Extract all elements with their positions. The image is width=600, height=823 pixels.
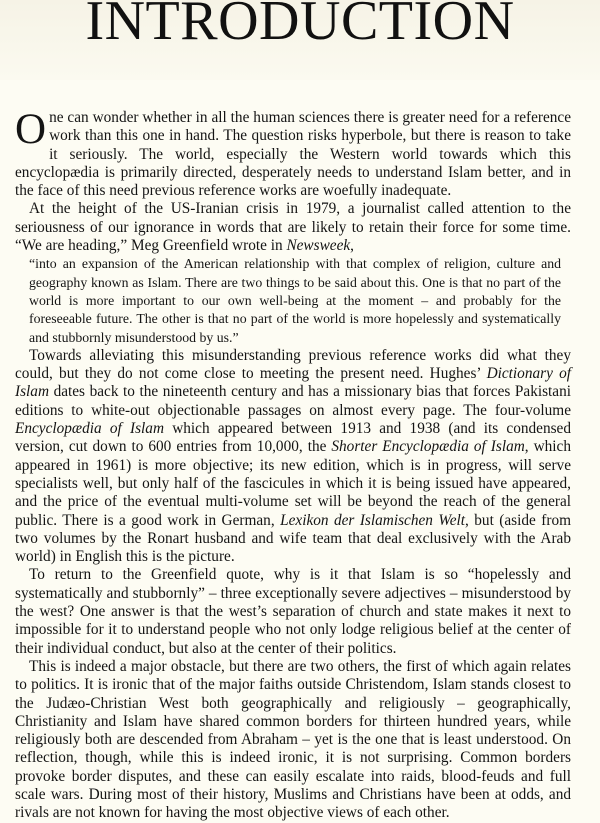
block-quote: “into an expansion of the American relationship with that complex of religion, culture and geography known as Islam. There are two things to be said about this. One is that no part of the world is more important to our own well-being at the moment – and probably for the foreseeable future. The other is that no part of the world is more hopelessly and systematically and stubbornly misunderstood by us.” — [29, 256, 561, 345]
paragraph-4: To return to the Greenfield quote, why is it that Islam is so “hopelessly and systematically and stubbornly” – three exceptionally severe adjectives – misunderstood by the west? One answer is that the west’s separation of church and state makes it next to impossible for it to understand people who not only lodge religious belief at the center of their individual conduct, but also at the center of their politics. — [15, 566, 571, 657]
paragraph-1 — [15, 106, 571, 200]
drop-cap: O — [15, 106, 47, 153]
paragraph-2-punct: , — [350, 237, 354, 255]
paragraph-3-text: , which appeared in 1961) is more objective; its new edition, which is in progress, will serve specialists well, but only half of the fascicules in which it is being issued have appeared, and the price of the eventual multi-volume set will be beyond the reach of the general public. There is a good work in German, — [15, 438, 571, 529]
paragraph-3-text: , but (aside from two volumes by the Ronart husband and wife team that deal exclusively with the Arab world) in English this is the picture. — [15, 511, 571, 566]
work-title: Encyclopædia of Islam — [15, 420, 164, 438]
paragraph-2 — [15, 200, 571, 255]
paragraph-2-text: At the height of the US-Iranian crisis in 1979, a journalist called attention to the seriousness of our ignorance in words that are likely to retain their force for some time. “We are heading,” Meg Greenfield wrote in — [15, 200, 571, 255]
page-title: INTRODUCTION — [85, 0, 515, 52]
publication-title: Newsweek — [286, 237, 351, 255]
paragraph-1-text: ne can wonder whether in all the human sciences there is greater need for a reference work than this one in hand. The question risks hyperbole, but there is reason to take it seriously. The world, especially the Western world towards which this encyclopædia is primarily directed, desperately needs to understand Islam better, and in the face of this need previous reference works are woefully inadequate. — [15, 109, 571, 200]
body-text — [15, 106, 572, 823]
paragraph-3-text: dates back to the nineteenth century and has a missionary bias that forces Pakistani editions to white-out objectionable passages on almost every page. The four-volume — [15, 383, 571, 419]
paragraph-5: This is indeed a major obstacle, but there are two others, the first of which again relates to politics. It is ironic that of the major faiths outside Christendom, Islam stands closest to the Judæo-Christian West both geographically and religiously – geographically, Christianity and Islam have shared common borders for thirteen hundred years, while religiously both are descended from Abraham – yet is the one that is least understood. On reflection, though, while this is indeed ironic, it is not surprising. Common borders provoke border disputes, and these can easily escalate into raids, blood-feuds and full scale wars. During most of their history, Muslims and Christians have been at odds, and rivals are not known for having the most objective views of each other. — [15, 657, 571, 822]
paragraph-3-text: which appeared between 1913 and 1938 (and its condensed version, cut down to 600 entries from 10,000, the — [15, 420, 571, 456]
work-title: Dictionary of Islam — [15, 365, 572, 401]
work-title: Shorter Encyclopædia of Islam — [331, 438, 525, 456]
paragraph-3 — [15, 347, 571, 567]
paragraph-3-text: Towards alleviating this misunderstanding previous reference works did what they could, but they do not come close to meeting the present need. Hughes’ — [15, 346, 571, 383]
work-title: Lexikon der Islamischen Welt — [280, 511, 465, 529]
